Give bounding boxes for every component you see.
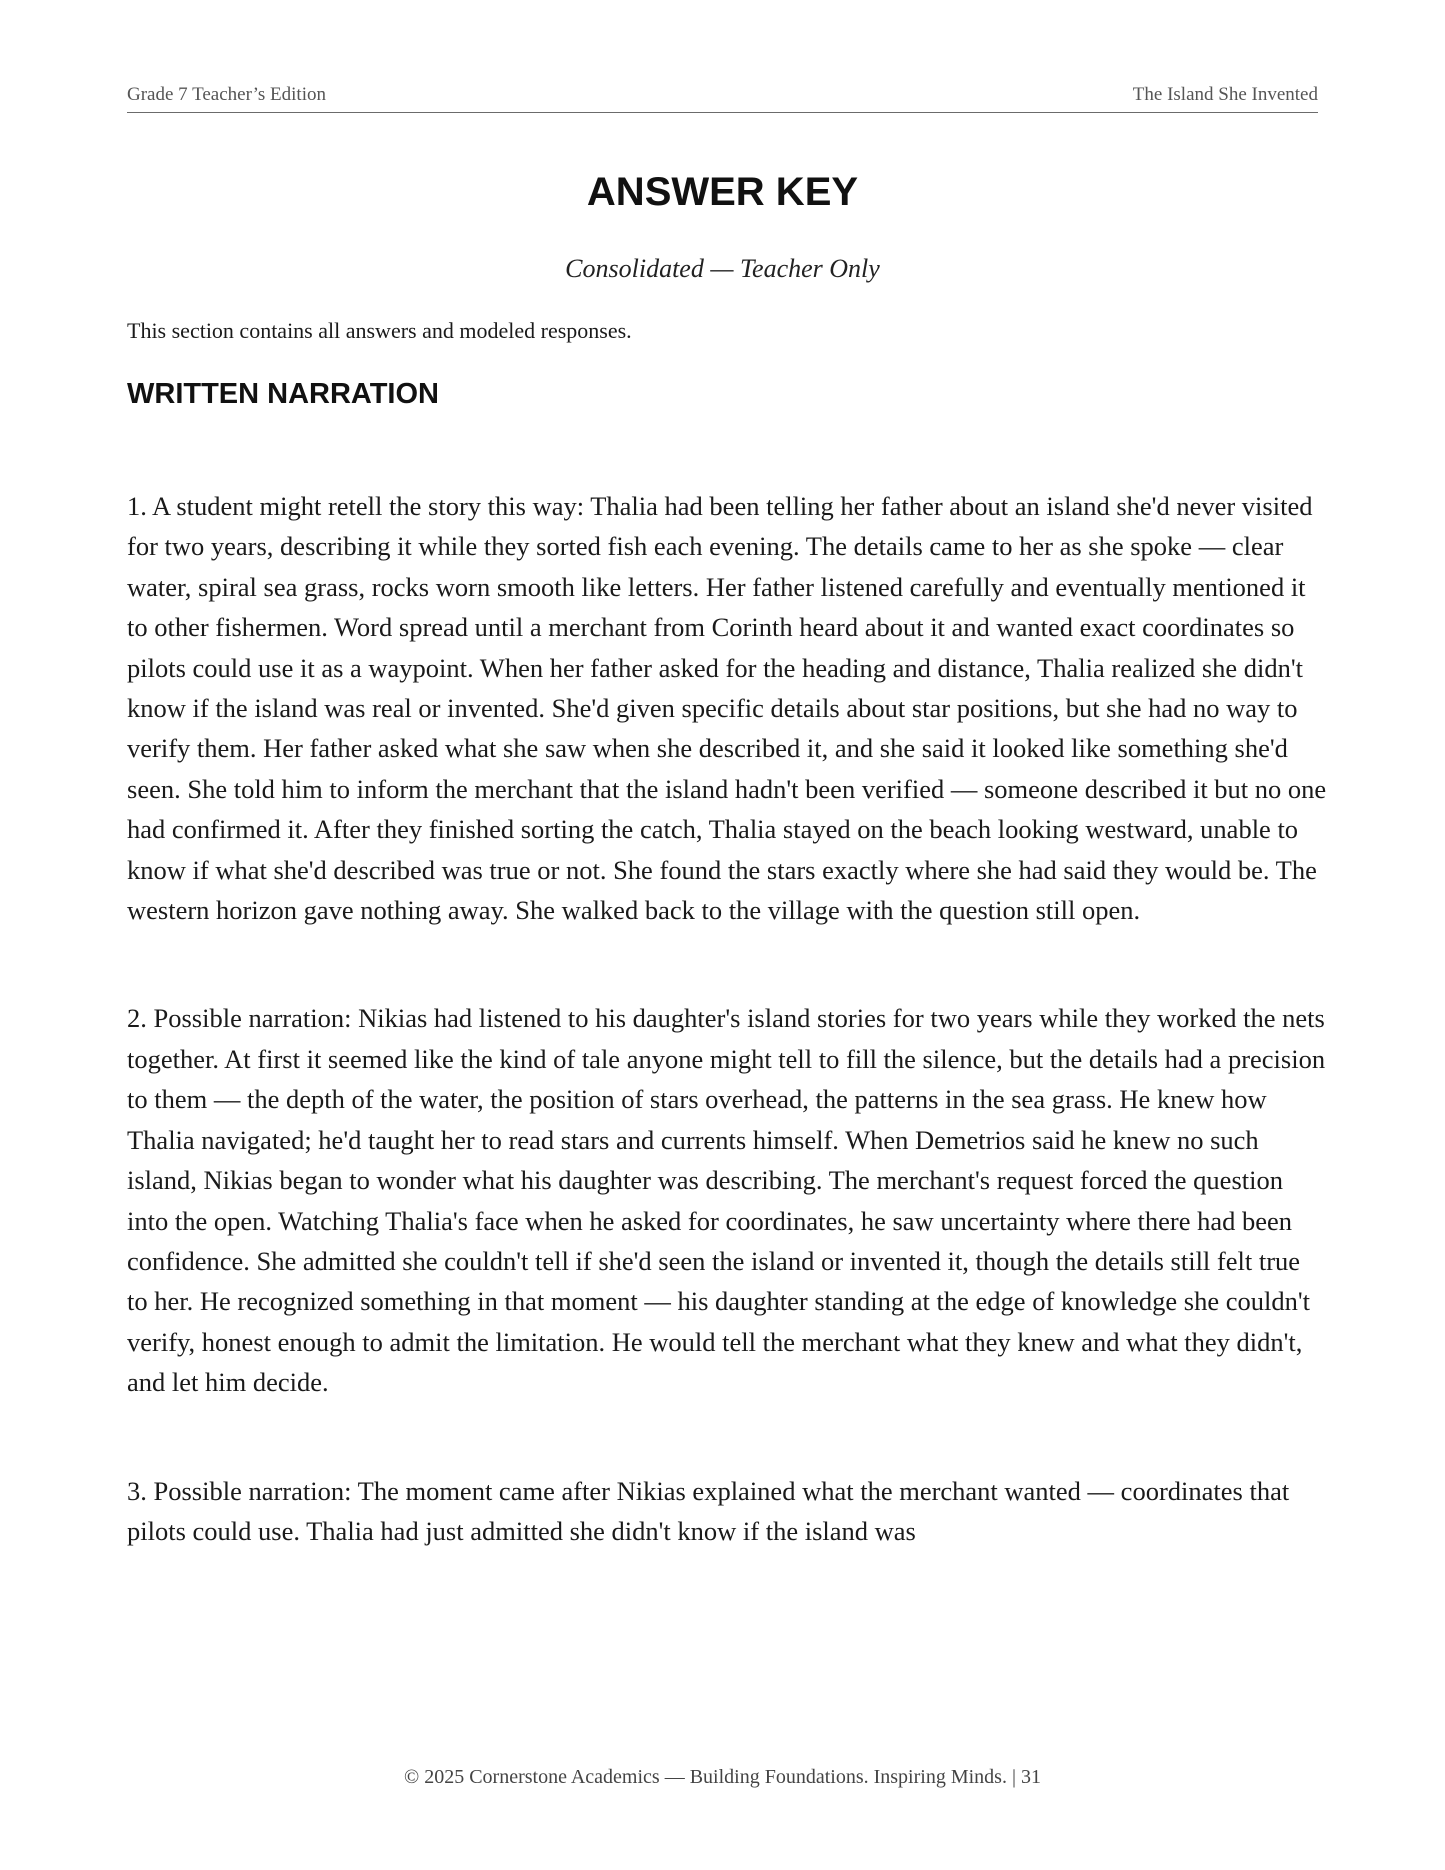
header-story-title: The Island She Invented xyxy=(1132,84,1318,105)
running-header xyxy=(127,84,1318,113)
page-title: ANSWER KEY xyxy=(586,170,859,214)
answer-list xyxy=(127,486,1327,1619)
answer-1: 1. A student might retell the story this way: Thalia had been telling her father about an island she'd never visited for two years, describing it while they sorted fish each evening. The details came to her as she spoke — clear water, spiral sea grass, rocks worn smooth like letters. Her father listened carefully and eventually mentioned it to other fishermen. Word spread until a merchant from Corinth heard about it and wanted exact coordinates so pilots could use it as a waypoint. When her father asked for the heading and distance, Thalia realized she didn't know if the island was real or invented. She'd given specific details about star positions, but she had no way to verify them. Her father asked what she saw when she described it, and she said it looked like something she'd seen. She told him to inform the merchant that the island hadn't been verified — someone described it but no one had confirmed it. After they finished sorting the catch, Thalia stayed on the beach looking westward, unable to know if what she'd described was true or not. She found the stars exactly where she had said they would be. The western horizon gave nothing away. She walked back to the village with the question still open. xyxy=(127,491,1327,926)
header-book-edition: Grade 7 Teacher’s Edition xyxy=(127,84,326,105)
page-subtitle: Consolidated — Teacher Only xyxy=(565,254,880,283)
section-heading: WRITTEN NARRATION xyxy=(127,378,439,410)
intro-text: This section contains all answers and modeled responses. xyxy=(127,318,632,343)
answer-2: 2. Possible narration: Nikias had listened to his daughter's island stories for two years while they worked the nets together. At first it seemed like the kind of tale anyone might tell to fill the silence, but the details had a precision to them — the depth of the water, the position of stars overhead, the patterns in the sea grass. He knew how Thalia navigated; he'd taught her to read stars and currents himself. When Demetrios said he knew no such island, Nikias began to wonder what his daughter was describing. The merchant's request forced the question into the open. Watching Thalia's face when he asked for coordinates, he saw uncertainty where there had been confidence. She admitted she couldn't tell if she'd seen the island or invented it, though the details still felt true to her. He recognized something in that moment — his daughter standing at the edge of knowledge she couldn't verify, honest enough to admit the limitation. He would tell the merchant what they knew and what they didn't, and let him decide. xyxy=(127,1003,1326,1398)
answer-3: 3. Possible narration: The moment came after Nikias explained what the merchant wanted — coordinates that pilots could use. Thalia had just admitted she didn't know if the island was xyxy=(127,1475,1290,1546)
page-footer: © 2025 Cornerstone Academics — Building Foundations. Inspiring Minds. | 31 xyxy=(404,1766,1041,1788)
